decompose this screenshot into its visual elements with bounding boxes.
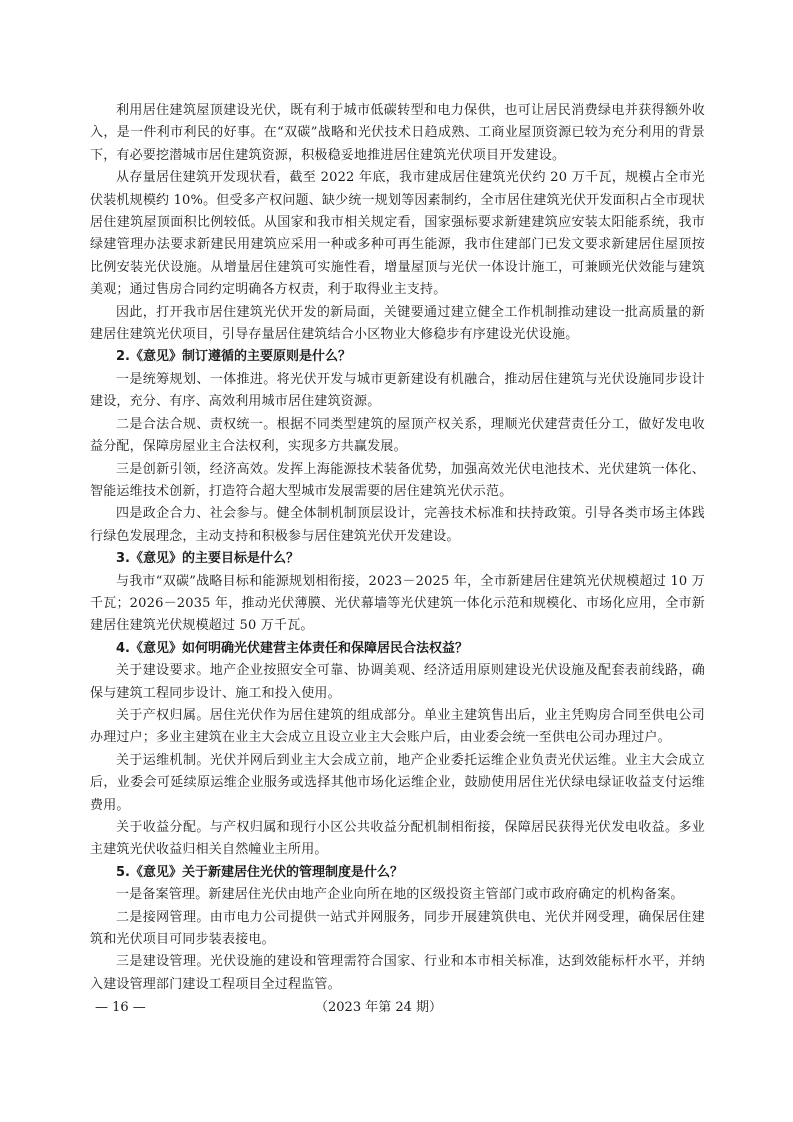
paragraph: 二是合法合规、责权统一。根据不同类型建筑的屋顶产权关系，理顺光伏建营责任分工，做好发电收益分配，保障房屋业主合法权利，实现多方共赢发展。 [90,416,705,455]
paragraph: 三是建设管理。光伏设施的建设和管理需符合国家、行业和本市相关标准，达到效能标杆水平，并纳入建设管理部门建设工程项目全过程监管。 [90,954,705,992]
issue-label: （2023 年第 24 期） [315,1000,443,1015]
paragraph: 因此，打开我市居住建筑光伏开发的新局面，关键要通过建立健全工作机制推动建设一批高质量的新建居住建筑光伏项目，引导存量居住建筑结合小区物业大修稳步有序建设光伏设施。 [90,304,705,343]
paragraph: 利用居住建筑屋顶建设光伏，既有利于城市低碳转型和电力保供，也可让居民消费绿电并获得额外收入，是一件利市利民的好事。在“双碳”战略和光伏技术日趋成熟、工商业屋顶资源已较为充分利用的背景下，有必要挖潜城市居住建筑资源，积极稳妥地推进居住建筑光伏项目开发建设。 [90,103,705,163]
page-number: — 16 — [95,1000,146,1015]
paragraph: 关于产权归属。居住光伏作为居住建筑的组成部分。单业主建筑售出后，业主凭购房合同至供电公司办理过户；多业主建筑在业主大会成立且设立业主大会账户后，由业委会统一至供电公司办理过户。 [90,707,705,746]
paragraph: 从存量居住建筑开发现状看，截至 2022 年底，我市建成居住建筑光伏约 20 万千瓦，规模占全市光伏装机规模约 10%。但受多产权问题、缺少统一规划等因素制约，全市居住建筑光伏开发面积占全市现状居住建筑屋顶面积比例较低。从国家和我市相关规定看，国家强标要求新建建筑应安装太阳能系统，我市绿建管理办法要求新建民用建筑应采用一种或多种可再生能源，我市住建部门已发文要求新建居住屋顶按比例安装光伏设施。从增量居住建筑可实施性看，增量屋顶与光伏一体设计施工，可兼顾光伏效能与建筑美观；通过售房合同约定明确各方权责，利于取得业主支持。 [90,170,705,298]
paragraph: 四是政企合力、社会参与。健全体制机制顶层设计，完善技术标准和扶持政策。引导各类市场主体践行绿色发展理念，主动支持和积极参与居住建筑光伏开发建设。 [90,506,705,544]
document-body [90,100,705,996]
paragraph: 关于运维机制。光伏并网后到业主大会成立前，地产企业委托运维企业负责光伏运维。业主大会成立后，业委会可延续原运维企业服务或选择其他市场化运维企业，鼓励使用居住光伏绿电绿证收益支付运维费用。 [90,752,705,813]
paragraph: 关于收益分配。与产权归属和现行小区公共收益分配机制相衔接，保障居民获得光伏发电收益。多业主建筑光伏收益归相关自然幢业主所用。 [90,820,705,858]
section-heading: 2.《意见》制订遵循的主要原则是什么？ [116,349,351,365]
paragraph: 三是创新引领，经济高效。发挥上海能源技术装备优势，加强高效光伏电池技术、光伏建筑一体化、智能运维技术创新，打造符合超大型城市发展需要的居住建筑光伏示范。 [90,461,705,499]
paragraph: 关于建设要求。地产企业按照安全可靠、协调美观、经济适用原则建设光伏设施及配套表前线路，确保与建筑工程同步设计、施工和投入使用。 [90,663,705,701]
paragraph: 一是统筹规划、一体推进。将光伏开发与城市更新建设有机融合，推动居住建筑与光伏设施同步设计建设，充分、有序、高效利用城市居住建筑资源。 [90,371,705,410]
section-heading: 3.《意见》的主要目标是什么？ [116,551,299,567]
section-heading: 5.《意见》关于新建居住光伏的管理制度是什么？ [116,864,403,880]
paragraph: 与我市“双碳”战略目标和能源规划相衔接，2023－2025 年，全市新建居住建筑光伏规模超过 10 万千瓦；2026－2035 年，推动光伏薄膜、光伏幕墙等光伏建筑一体化示范和规模化、市场化应用，全市新建居住建筑光伏规模超过 50 万千瓦。 [90,573,705,634]
paragraph: 二是接网管理。由市电力公司提供一站式并网服务，同步开展建筑供电、光伏并网受理，确保居住建筑和光伏项目可同步装表接电。 [90,909,705,948]
paragraph: 一是备案管理。新建居住光伏由地产企业向所在地的区级投资主管部门或市政府确定的机构备案。 [116,887,684,903]
section-heading: 4.《意见》如何明确光伏建营主体责任和保障居民合法权益？ [116,640,468,656]
page-footer [95,998,515,1018]
